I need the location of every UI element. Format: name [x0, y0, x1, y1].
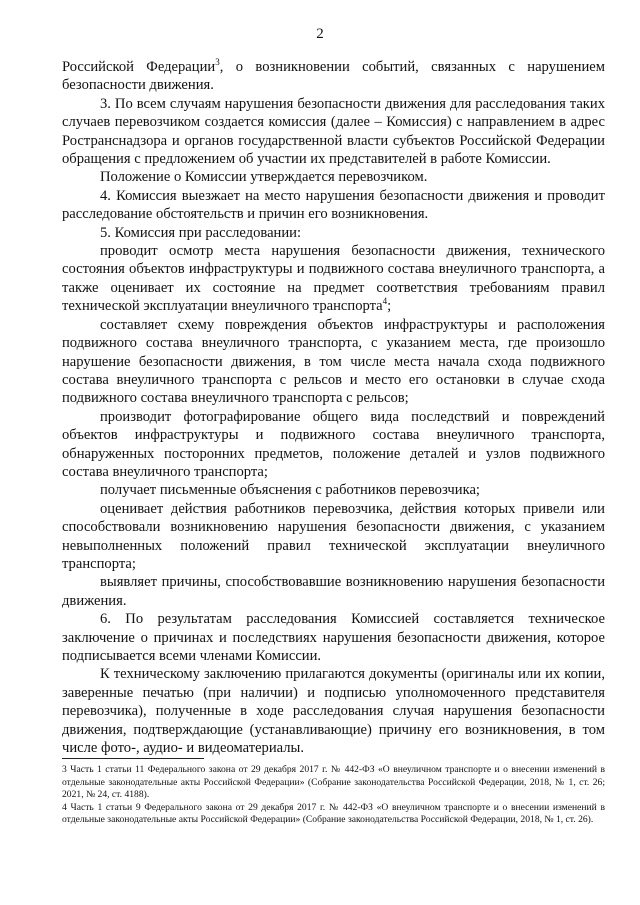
paragraph-2: 3. По всем случаям нарушения безопасности движения для расследования таких случаев перевозчиком создается комиссия (далее – Комиссия) с направлением в адрес Ространснадзора и органов государственной власти субъектов Российской Федерации обращения с предложением об участии их представителей в работе Комиссии. [62, 95, 605, 168]
footnote-divider [62, 758, 204, 759]
paragraph-6 [62, 242, 605, 316]
paragraph-3: Положение о Комиссии утверждается перевозчиком. [100, 169, 428, 186]
paragraph-4: 4. Комиссия выезжает на место нарушения безопасности движения и проводит расследование обстоятельств и причин его возникновения. [62, 187, 605, 223]
paragraph-10: оценивает действия работников перевозчика, действия которых привели или способствовали возникновению нарушения безопасности движения, с указанием невыполненных положений правил технической эксплуатации внеуличного транспорта; [62, 500, 605, 572]
footnote-ref-3: 3 [215, 57, 220, 68]
footnote-4: 4 Часть 1 статьи 9 Федерального закона от 29 декабря 2017 г. № 442-ФЗ «О внеуличном транспорте и о внесении изменений в отдельные законодательные акты Российской Федерации» (Собрание законодательства Российской Федерации, 2018, № 1, ст. 26). [62, 801, 605, 826]
footnote-ref-4: 4 [382, 296, 388, 307]
paragraph-12: 6. По результатам расследования Комиссией составляется техническое заключение о причинах и последствиях нарушения безопасности движения, которое подписывается всеми членами Комиссии. [62, 611, 605, 664]
paragraph-5: 5. Комиссия при расследовании: [100, 224, 302, 241]
page-number: 2 [316, 26, 324, 42]
paragraph-1-text: Российской Федерации [62, 59, 216, 75]
body-text [62, 58, 605, 757]
paragraph-11: выявляет причины, способствовавшие возникновению нарушения безопасности движения. [62, 574, 605, 609]
paragraph-7: составляет схему повреждения объектов инфраструктуры и расположения подвижного состава внеуличного транспорта, с указанием места, где произошло нарушение безопасности движения, в том числе места начала схода подвижного состава внеуличного транспорта с рельсов и место его остановки в случае схода подвижного состава внеуличного транспорта с рельсов; [62, 316, 605, 407]
footnote-3: 3 Часть 1 статьи 11 Федерального закона от 29 декабря 2017 г. № 442-ФЗ «О внеуличном транспорте и о внесении изменений в отдельные законодательные акты Российской Федерации» (Собрание законодательства Российской Федерации, 2018, № 1, ст. 26; 2021, № 24, ст. 4188). [62, 764, 605, 801]
paragraph-9: получает письменные объяснения с работников перевозчика; [100, 482, 480, 499]
paragraph-6-text: проводит осмотр места нарушения безопасности движения, технического состояния объектов инфраструктуры и подвижного состава внеуличного транспорта, а также оценивает их состояние на предмет соответствия требованиям правил технической эксплуатации внеуличного транспорта [62, 243, 605, 315]
footnotes [62, 764, 605, 827]
paragraph-1-tail: , о возникновении событий, связанных с нарушением безопасности движения. [62, 59, 605, 94]
paragraph-6-tail: ; [387, 298, 392, 315]
paragraph-1 [62, 58, 605, 95]
paragraph-13: К техническому заключению прилагаются документы (оригиналы или их копии, заверенные печатью (при наличии) и подписью уполномоченного представителя перевозчика), полученные в ходе расследования случая нарушения безопасности движения, подтверждающие (устанавливающие) причину его возникновения, в том числе фото-, аудио- и видеоматериалы. [62, 666, 605, 757]
paragraph-8: производит фотографирование общего вида последствий и повреждений объектов инфраструктуры и подвижного состава внеуличного транспорта, обнаруженных посторонних предметов, положение деталей и узлов подвижного состава внеуличного транспорта; [62, 408, 605, 480]
